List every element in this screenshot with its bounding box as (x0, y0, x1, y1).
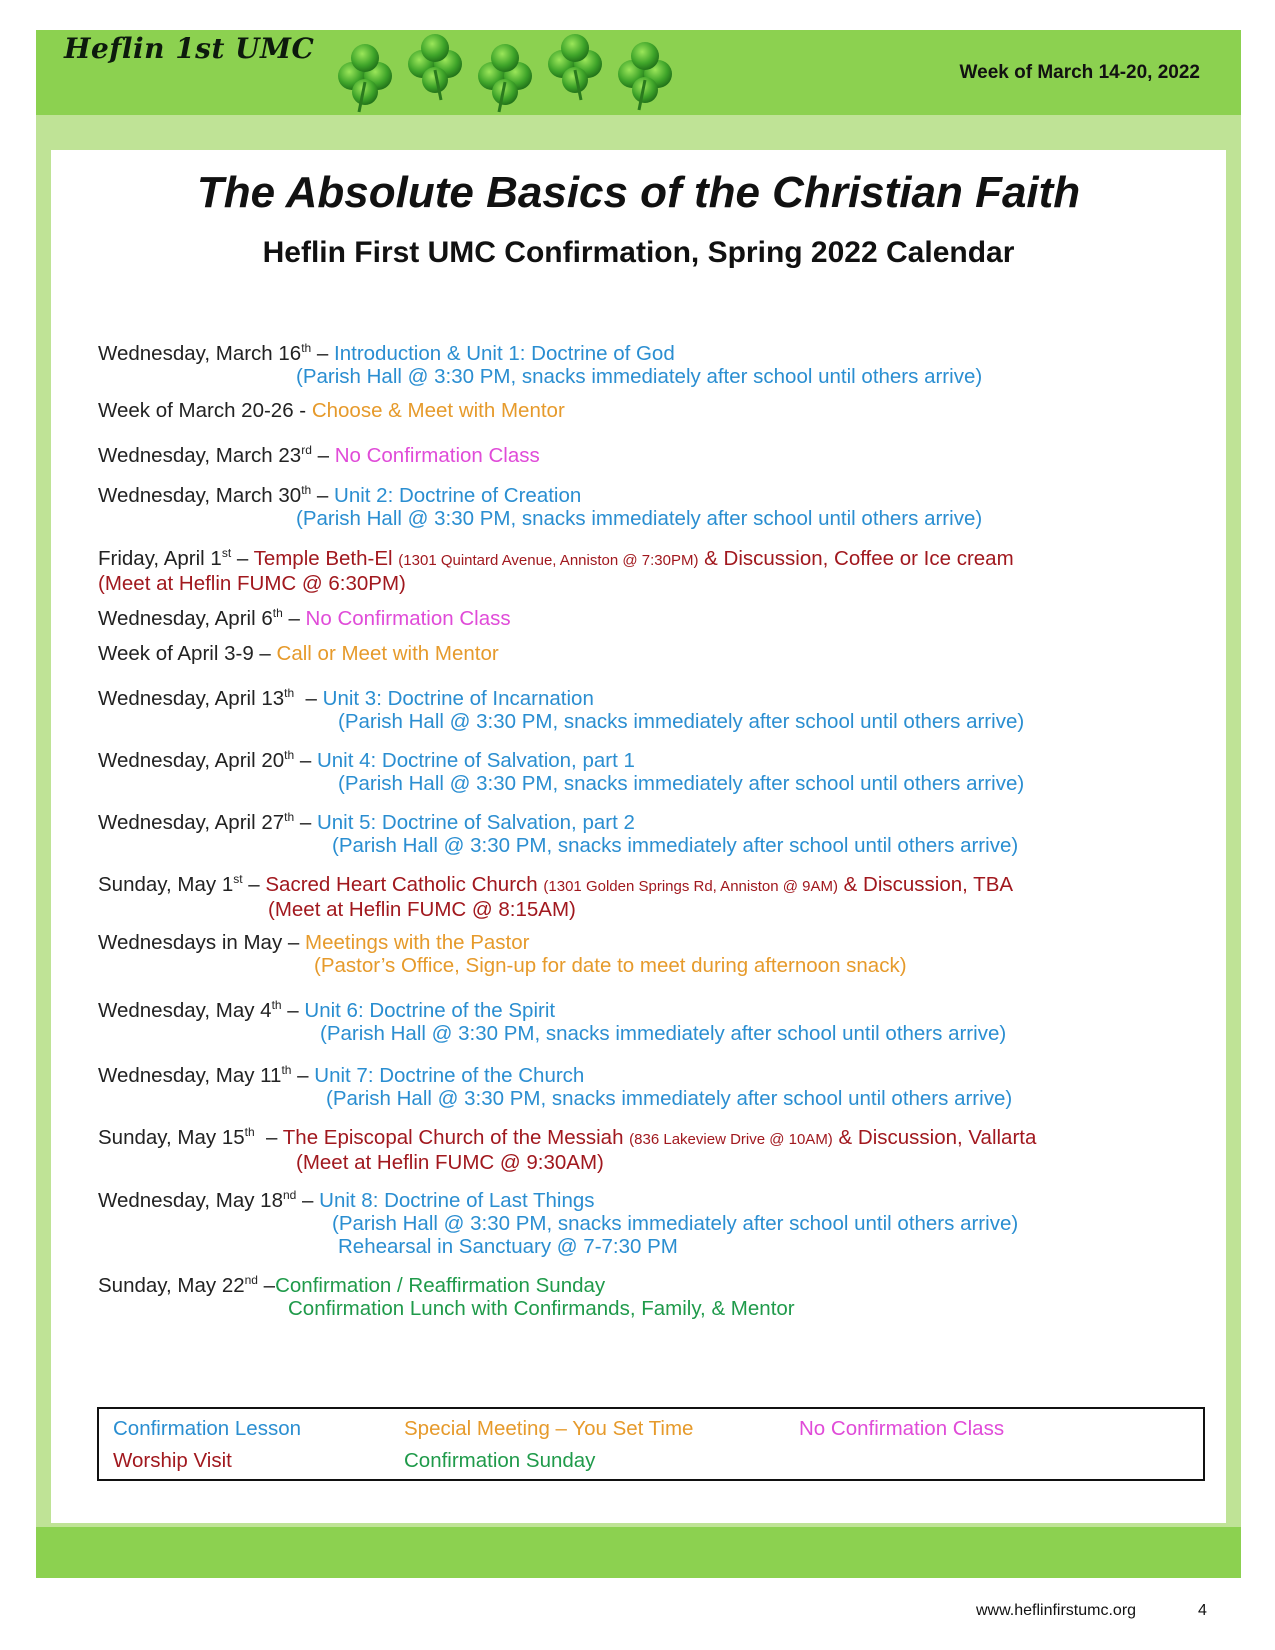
entry-date: Wednesday, March 16th (98, 341, 312, 365)
entry-date: Week of March 20-26 (98, 399, 294, 422)
calendar-entry: Wednesday, April 27th – Unit 5: Doctrine of Salvation, part 2 (Parish Hall @ 3:30 PM, snacks immediately after school until others arrive) (98, 806, 1208, 857)
entry-date: Wednesdays in May (98, 931, 283, 954)
entry-detail: (Pastor’s Office, Sign-up for date to meet during afternoon snack) (314, 954, 907, 977)
calendar-entry: Week of March 20-26 - Choose & Meet with Mentor (98, 399, 565, 422)
entry-date: Week of April 3-9 (98, 642, 254, 665)
calendar-entry: Wednesday, April 13th – Unit 3: Doctrine of Incarnation (Parish Hall @ 3:30 PM, snacks immediately after school until others arrive) (98, 682, 1208, 733)
entry-followup: & Discussion, Coffee or Ice cream (704, 546, 1014, 570)
entry-detail: (Parish Hall @ 3:30 PM, snacks immediately after school until others arrive) (326, 1086, 1013, 1110)
entry-title: Unit 5: Doctrine of Salvation, part 2 (316, 810, 635, 834)
entry-date: Wednesday, March 30th (98, 483, 312, 507)
entry-detail: (Parish Hall @ 3:30 PM, snacks immediately after school until others arrive) (332, 1211, 1019, 1235)
entry-detail: Confirmation Lunch with Confirmands, Family, & Mentor (288, 1296, 795, 1320)
entry-date: Wednesday, March 23rd (98, 443, 312, 467)
page-title: The Absolute Basics of the Christian Faith (196, 168, 1081, 217)
entry-title: Unit 4: Doctrine of Salvation, part 1 (316, 748, 635, 772)
legend-special-meeting: Special Meeting – You Set Time (404, 1417, 694, 1440)
calendar-entry: Wednesday, May 11th – Unit 7: Doctrine of the Church (Parish Hall @ 3:30 PM, snacks immediately after school until others arrive) (98, 1059, 1208, 1110)
entry-date: Wednesday, April 20th (98, 748, 295, 772)
calendar-entry: Friday, April 1st – Temple Beth-El (1301 Quintard Avenue, Anniston @ 7:30PM) & Discussion, Coffee or Ice cream (Meet at Heflin FUMC @ 6:30PM) (98, 542, 1208, 595)
calendar-entry: Sunday, May 15th – The Episcopal Church of the Messiah (836 Lakeview Drive @ 10AM) & Discussion, Vallarta (Meet at Heflin FUMC @ 9:30AM) (98, 1121, 1208, 1174)
entry-title: No Confirmation Class (305, 606, 511, 630)
page-number: 4 (1198, 1602, 1207, 1619)
entry-followup: & Discussion, Vallarta (838, 1125, 1037, 1149)
calendar-entry: Sunday, May 1st – Sacred Heart Catholic Church (1301 Golden Springs Rd, Anniston @ 9AM) & Discussion, TBA (Meet at Heflin FUMC @ 8:15AM) (98, 868, 1208, 921)
entry-title: Sacred Heart Catholic Church (265, 872, 538, 896)
calendar-entry: Week of April 3-9 – Call or Meet with Mentor (98, 642, 499, 665)
entry-title: Unit 8: Doctrine of Last Things (319, 1188, 595, 1212)
legend-confirmation-sunday: Confirmation Sunday (404, 1449, 596, 1472)
shamrock-icon (618, 42, 672, 110)
calendar-entry: Wednesday, April 6th – No Confirmation Class (98, 606, 511, 630)
entry-date: Sunday, May 1st (98, 872, 243, 896)
color-legend (97, 1407, 1205, 1481)
entry-title: Meetings with the Pastor (305, 931, 530, 954)
entry-date: Wednesday, May 11th (98, 1063, 292, 1087)
entry-title: The Episcopal Church of the Messiah (282, 1125, 624, 1149)
shamrock-icon (338, 44, 392, 112)
entry-date: Friday, April 1st (98, 546, 232, 570)
entry-title: Introduction & Unit 1: Doctrine of God (334, 341, 675, 365)
entry-title: Unit 2: Doctrine of Creation (334, 483, 582, 507)
calendar-entry: Wednesday, March 23rd – No Confirmation Class (98, 443, 540, 467)
entry-address: (836 Lakeview Drive @ 10AM) (629, 1130, 833, 1148)
legend-no-class: No Confirmation Class (799, 1417, 1005, 1440)
entry-date: Wednesday, April 13th (98, 686, 295, 710)
calendar-entry: Sunday, May 22nd –Confirmation / Reaffirmation Sunday Confirmation Lunch with Confirmands, Family, & Mentor (98, 1269, 1208, 1320)
entry-detail: (Parish Hall @ 3:30 PM, snacks immediately after school until others arrive) (332, 833, 1019, 857)
page-subtitle: Heflin First UMC Confirmation, Spring 2022 Calendar (262, 236, 1015, 269)
entry-title: Temple Beth-El (253, 546, 393, 570)
entry-title: Unit 7: Doctrine of the Church (314, 1063, 585, 1087)
entry-address: (1301 Golden Springs Rd, Anniston @ 9AM) (543, 877, 838, 895)
entry-title: No Confirmation Class (334, 443, 540, 467)
entry-title: Choose & Meet with Mentor (311, 399, 565, 422)
calendar-entry: Wednesday, April 20th – Unit 4: Doctrine of Salvation, part 1 (Parish Hall @ 3:30 PM, snacks immediately after school until others arrive) (98, 744, 1208, 795)
shamrock-decoration (335, 30, 705, 115)
entry-date: Sunday, May 15th (98, 1125, 255, 1149)
legend-worship-visit: Worship Visit (113, 1449, 232, 1472)
entry-date: Wednesday, April 27th (98, 810, 295, 834)
entry-title: Unit 6: Doctrine of the Spirit (304, 998, 556, 1022)
entry-date: Wednesday, April 6th (98, 606, 283, 630)
entry-detail: (Parish Hall @ 3:30 PM, snacks immediately after school until others arrive) (338, 709, 1025, 733)
entry-detail: (Meet at Heflin FUMC @ 8:15AM) (268, 897, 576, 921)
entry-detail: (Parish Hall @ 3:30 PM, snacks immediately after school until others arrive) (296, 364, 983, 388)
entry-detail: (Meet at Heflin FUMC @ 9:30AM) (296, 1150, 604, 1174)
entry-detail: (Parish Hall @ 3:30 PM, snacks immediately after school until others arrive) (320, 1021, 1007, 1045)
calendar-entry: Wednesdays in May – Meetings with the Pastor (Pastor’s Office, Sign-up for date to meet during afternoon snack) (98, 931, 1208, 977)
calendar-entry: Wednesday, March 30th – Unit 2: Doctrine of Creation (Parish Hall @ 3:30 PM, snacks immediately after school until others arrive) (98, 479, 1208, 530)
entry-followup: & Discussion, TBA (843, 872, 1014, 896)
entry-detail: (Parish Hall @ 3:30 PM, snacks immediately after school until others arrive) (296, 506, 983, 530)
calendar-entry: Wednesday, March 16th – Introduction & Unit 1: Doctrine of God (Parish Hall @ 3:30 PM, snacks immediately after school until others arrive) (98, 337, 1208, 388)
entry-detail: (Meet at Heflin FUMC @ 6:30PM) (98, 571, 406, 595)
shamrock-icon (548, 34, 602, 100)
entry-address: (1301 Quintard Avenue, Anniston @ 7:30PM) (398, 551, 699, 569)
entry-detail: (Parish Hall @ 3:30 PM, snacks immediately after school until others arrive) (338, 771, 1025, 795)
calendar-entry: Wednesday, May 4th – Unit 6: Doctrine of the Spirit (Parish Hall @ 3:30 PM, snacks immediately after school until others arrive) (98, 994, 1208, 1045)
entry-date: Wednesday, May 4th (98, 998, 282, 1022)
legend-lesson: Confirmation Lesson (113, 1417, 302, 1440)
entry-title: Confirmation / Reaffirmation Sunday (275, 1273, 606, 1297)
shamrock-icon (478, 44, 532, 112)
shamrock-icon (408, 34, 462, 100)
entry-date: Wednesday, May 18nd (98, 1188, 297, 1212)
entry-title: Unit 3: Doctrine of Incarnation (322, 686, 594, 710)
entry-date: Sunday, May 22nd (98, 1273, 258, 1297)
entry-title: Call or Meet with Mentor (276, 642, 499, 665)
entry-detail-2: Rehearsal in Sanctuary @ 7-7:30 PM (338, 1234, 678, 1258)
footer-band (36, 1527, 1241, 1578)
calendar-entry: Wednesday, May 18nd – Unit 8: Doctrine of Last Things (Parish Hall @ 3:30 PM, snacks immediately after school until others arrive) Rehearsal in Sanctuary @ 7-7:30 PM (98, 1184, 1208, 1258)
footer-url: www.heflinfirstumc.org (976, 1602, 1137, 1619)
brand-title: Heflin 1st UMC (64, 32, 315, 65)
week-label: Week of March 14-20, 2022 (959, 62, 1200, 83)
